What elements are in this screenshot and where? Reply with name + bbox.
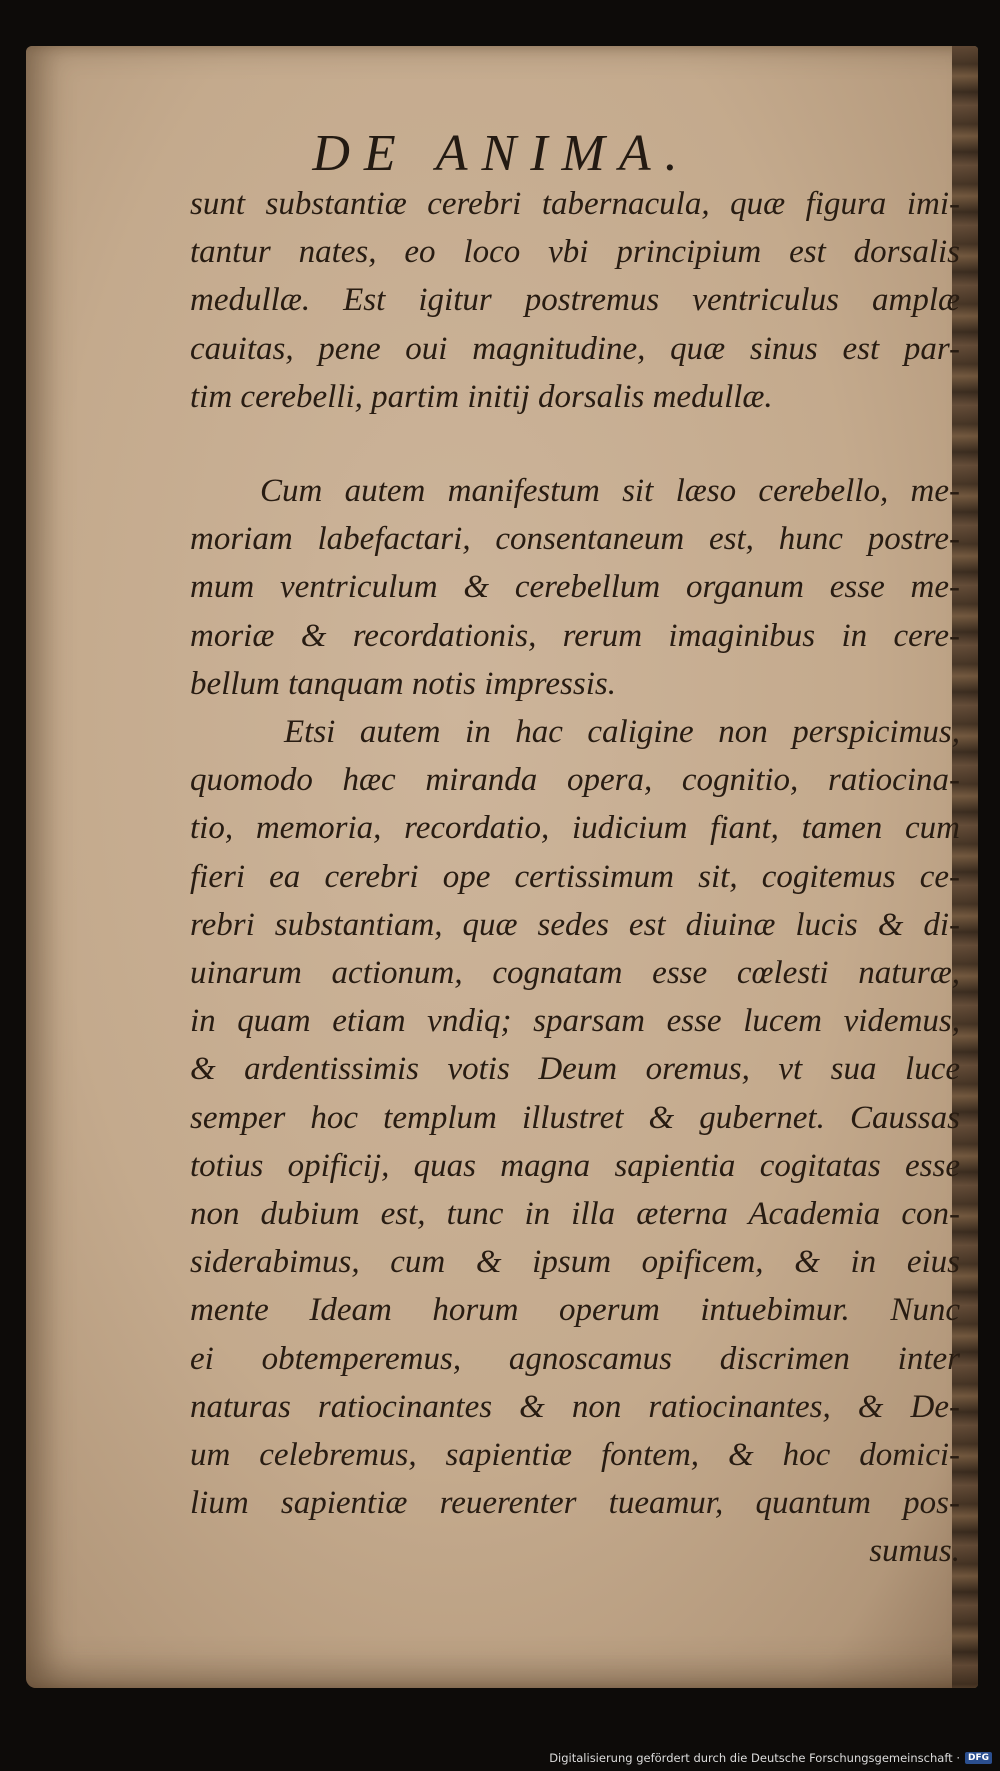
text-line: mente Ideam horum operum intuebimur. Nunc	[190, 1292, 960, 1329]
text-line: in quam etiam vndiq; sparsam esse lucem videmus,	[190, 1003, 960, 1040]
paragraph-2	[190, 467, 960, 708]
credit-text: Digitalisierung gefördert durch die Deutsche Forschungsgemeinschaft ·	[549, 1751, 960, 1765]
text-line: semper hoc templum illustret & gubernet. Caussas	[190, 1099, 960, 1136]
paragraph-gap	[190, 421, 960, 467]
text-line: & ardentissimis votis Deum oremus, vt sua luce	[190, 1051, 960, 1088]
text-line: sunt substantiæ cerebri tabernacula, quæ figura imi-	[190, 186, 960, 222]
text-line: lium sapientiæ reuerenter tueamur, quantum pos-	[190, 1485, 960, 1522]
text-line: mum ventriculum & cerebellum organum esse me-	[190, 569, 960, 606]
text-line: uinarum actionum, cognatam esse cœlesti naturæ,	[190, 955, 960, 992]
text-line: siderabimus, cum & ipsum opificem, & in eius	[190, 1244, 960, 1281]
paragraph-3	[190, 708, 960, 1576]
dfg-logo: DFG	[965, 1752, 992, 1764]
text-line: rebri substantiam, quæ sedes est diuinæ lucis & di-	[190, 906, 960, 943]
text-line: tio, memoria, recordatio, iudicium fiant, tamen cum	[190, 810, 960, 847]
text-line: tantur nates, eo loco vbi principium est dorsalis	[190, 234, 960, 271]
text-line: cauitas, pene oui magnitudine, quæ sinus est par-	[190, 330, 960, 367]
text-line: fieri ea cerebri ope certissimum sit, cogitemus ce-	[190, 858, 960, 895]
text-line: um celebremus, sapientiæ fontem, & hoc domici-	[190, 1437, 960, 1474]
digitization-credit	[549, 1751, 992, 1765]
text-line: naturas ratiocinantes & non ratiocinantes, & De-	[190, 1388, 960, 1425]
text-line: medullæ. Est igitur postremus ventriculus amplæ	[190, 282, 960, 319]
text-line: ei obtemperemus, agnoscamus discrimen inter	[190, 1340, 960, 1377]
page-text	[190, 180, 960, 1576]
text-line: tim cerebelli, partim initij dorsalis medullæ.	[190, 378, 773, 415]
text-line: sumus.	[869, 1533, 960, 1570]
running-header: DE ANIMA.	[312, 125, 692, 182]
paragraph-1	[190, 180, 960, 421]
text-line: bellum tanquam notis impressis.	[190, 665, 616, 702]
text-line: Cum autem manifestum sit læso cerebello, me-	[260, 473, 960, 510]
text-line: quomodo hæc miranda opera, cognitio, ratiocina-	[190, 762, 960, 799]
text-line: moriam labefactari, consentaneum est, hunc postre-	[190, 521, 960, 558]
text-line: Etsi autem in hac caligine non perspicimus,	[284, 714, 960, 751]
book-page	[26, 46, 978, 1688]
text-line: totius opificij, quas magna sapientia cogitatas esse	[190, 1147, 960, 1184]
text-line: moriæ & recordationis, rerum imaginibus in cere-	[190, 617, 960, 654]
text-line: non dubium est, tunc in illa æterna Academia con-	[190, 1196, 960, 1233]
